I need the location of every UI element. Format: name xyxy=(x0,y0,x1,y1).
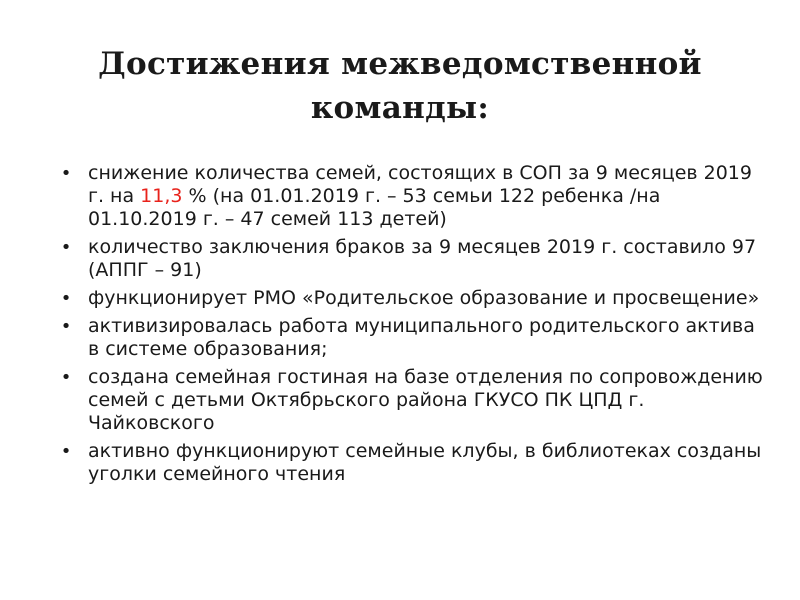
item-text: функционирует РМО «Родительское образование и просвещение» xyxy=(88,287,760,309)
list-item xyxy=(56,236,766,282)
list-item xyxy=(56,440,766,486)
bullet-icon: • xyxy=(60,316,72,337)
item-text: создана семейная гостиная на базе отделения по сопровождению семей с детьми Октябрьского района ГКУСО ПК ЦПД г. Чайковского xyxy=(88,366,763,434)
title-line-2: команды: xyxy=(310,90,490,126)
bullet-icon: • xyxy=(60,367,72,388)
list-item xyxy=(56,162,766,231)
bullet-icon: • xyxy=(60,441,72,462)
bullet-icon: • xyxy=(60,163,72,184)
bullet-icon: • xyxy=(60,237,72,258)
page-title xyxy=(40,42,760,130)
item-text-end: % (на 01.01.2019 г. – 53 семьи 122 ребенка /на 01.10.2019 г. – 47 семей 113 детей) xyxy=(88,185,661,230)
title-line-1: Достижения межведомственной xyxy=(98,46,702,82)
item-text: количество заключения браков за 9 месяцев 2019 г. составило 97 (АППГ – 91) xyxy=(88,236,757,281)
achievements-list xyxy=(56,162,766,491)
item-text: активизировалась работа муниципального родительского актива в системе образования; xyxy=(88,315,755,360)
highlight-value: 11,3 xyxy=(140,185,183,207)
item-text-start: снижение количества семей, состоящих в СОП за 9 месяцев 2019 г. на xyxy=(88,162,752,207)
bullet-icon: • xyxy=(60,288,72,309)
list-item xyxy=(56,315,766,361)
list-item xyxy=(56,287,766,310)
item-text: активно функционируют семейные клубы, в библиотеках созданы уголки семейного чтения xyxy=(88,440,762,485)
list-item xyxy=(56,366,766,435)
